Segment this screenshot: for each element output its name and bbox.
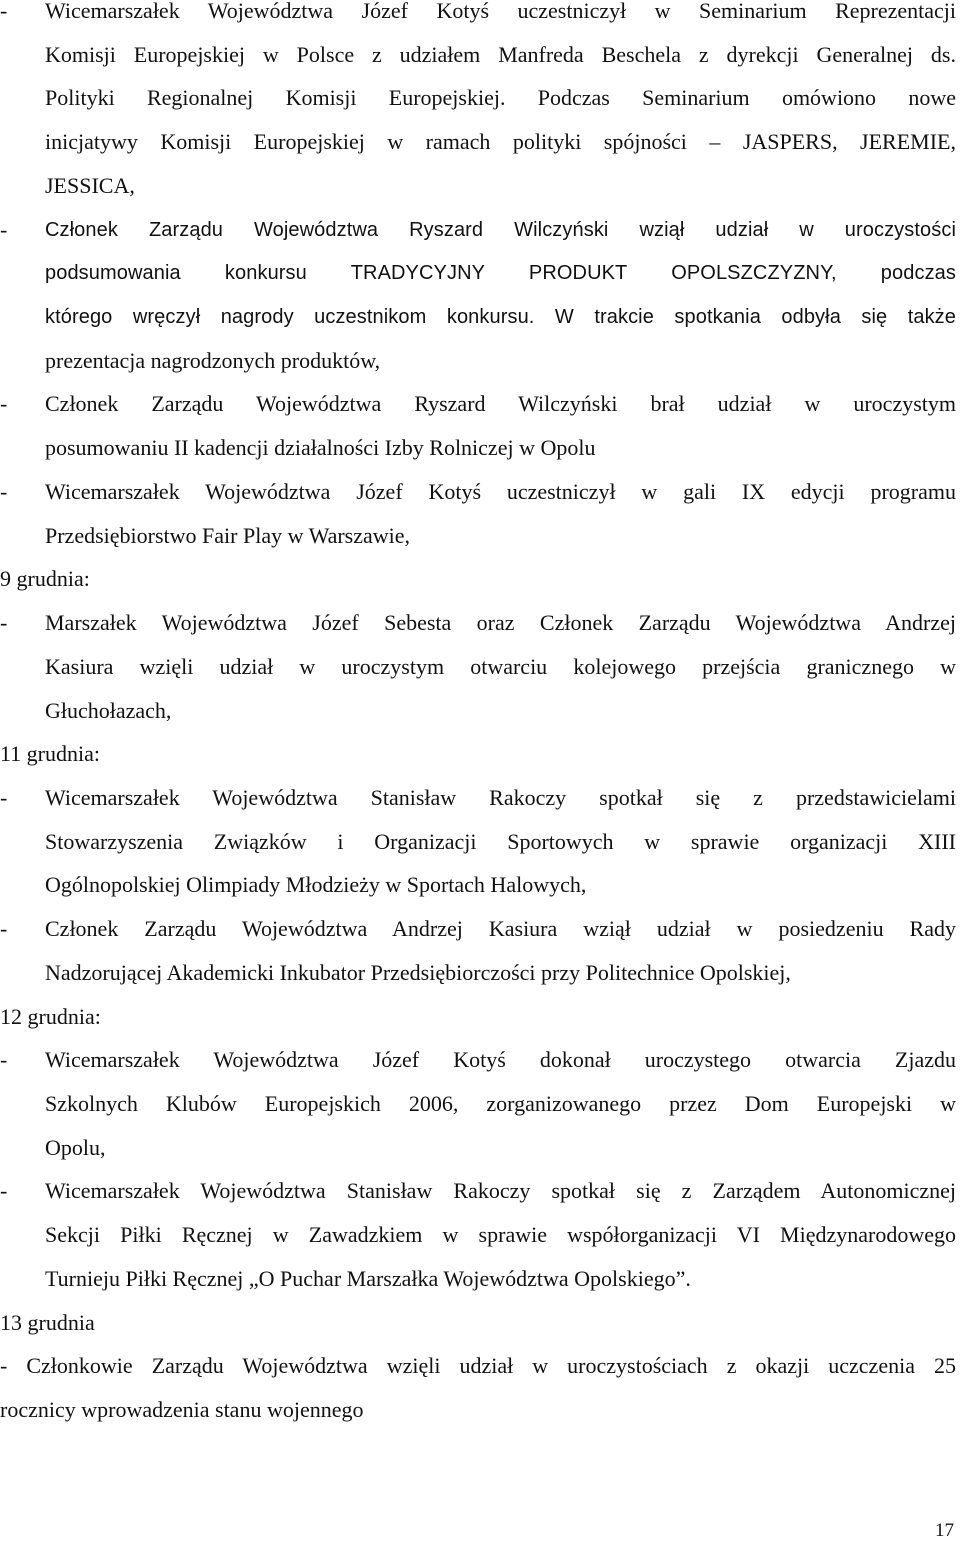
text-line: Wicemarszałek Województwa Stanisław Rakoczy spotkał się z przedstawicielami <box>45 784 956 810</box>
text-line: rocznicy wprowadzenia stanu wojennego <box>0 1397 364 1423</box>
text-line: Członek Zarządu Województwa Ryszard Wilczyński brał udział w uroczystym <box>45 391 956 417</box>
list-dash: - <box>0 916 8 942</box>
text-line: Polityki Regionalnej Komisji Europejskiej. Podczas Seminarium omówiono nowe <box>45 85 956 111</box>
text-line: Wicemarszałek Województwa Józef Kotyś dokonał uroczystego otwarcia Zjazdu <box>45 1047 956 1073</box>
text-line: prezentacja nagrodzonych produktów, <box>45 347 381 373</box>
text-line: Członek Zarządu Województwa Ryszard Wilczyński wziął udział w uroczystości <box>45 218 956 241</box>
text-line: którego wręczył nagrody uczestnikom konkursu. W trakcie spotkania odbyła się także <box>45 306 956 329</box>
text-line: Kasiura wzięli udział w uroczystym otwarciu kolejowego przejścia granicznego w <box>45 653 956 679</box>
page-number: 17 <box>935 1520 954 1541</box>
list-dash: - <box>0 784 8 810</box>
text-line: Wicemarszałek Województwa Stanisław Rakoczy spotkał się z Zarządem Autonomicznej <box>45 1178 956 1204</box>
text-line: podsumowania konkursu TRADYCYJNY PRODUKT OPOLSZCZYZNY, podczas <box>45 262 956 285</box>
text-line: 12 grudnia: <box>0 1003 101 1029</box>
text-line: 9 grudnia: <box>0 566 90 592</box>
list-dash: - <box>0 478 8 504</box>
list-dash: - <box>0 610 8 636</box>
text-line: Ogólnopolskiej Olimpiady Młodzieży w Sportach Halowych, <box>45 872 587 898</box>
list-dash: - <box>0 0 8 23</box>
list-dash: - <box>0 391 8 417</box>
text-line: Wicemarszałek Województwa Józef Kotyś uczestniczył w Seminarium Reprezentacji <box>45 0 956 23</box>
text-line: inicjatywy Komisji Europejskiej w ramach polityki spójności – JASPERS, JEREMIE, <box>45 129 956 155</box>
text-line: 11 grudnia: <box>0 741 100 767</box>
text-line: Głuchołazach, <box>45 697 172 723</box>
text-line: Członek Zarządu Województwa Andrzej Kasiura wziął udział w posiedzeniu Rady <box>45 916 956 942</box>
text-line: Sekcji Piłki Ręcznej w Zawadzkiem w sprawie współorganizacji VI Międzynarodowego <box>45 1222 956 1248</box>
text-line: Nadzorującej Akademicki Inkubator Przedsiębiorczości przy Politechnice Opolskiej, <box>45 959 791 985</box>
list-dash: - <box>0 216 8 242</box>
text-line: Komisji Europejskiej w Polsce z udziałem Manfreda Beschela z dyrekcji Generalnej ds. <box>45 41 956 67</box>
list-dash: - <box>0 1047 8 1073</box>
text-line: Opolu, <box>45 1134 106 1160</box>
text-line: Wicemarszałek Województwa Józef Kotyś uczestniczył w gali IX edycji programu <box>45 478 956 504</box>
text-line: Przedsiębiorstwo Fair Play w Warszawie, <box>45 522 411 548</box>
list-dash: - <box>0 1178 8 1204</box>
text-line: posumowaniu II kadencji działalności Izby Rolniczej w Opolu <box>45 435 596 461</box>
text-line: Stowarzyszenia Związków i Organizacji Sportowych w sprawie organizacji XIII <box>45 828 956 854</box>
text-line: JESSICA, <box>45 172 135 198</box>
text-line: Marszałek Województwa Józef Sebesta oraz Członek Zarządu Województwa Andrzej <box>45 610 956 636</box>
text-line: 13 grudnia <box>0 1309 95 1335</box>
text-line: Turnieju Piłki Ręcznej „O Puchar Marszałka Województwa Opolskiego”. <box>45 1265 691 1291</box>
text-line: - Członkowie Zarządu Województwa wzięli udział w uroczystościach z okazji uczczenia 25 <box>0 1353 956 1379</box>
text-line: Szkolnych Klubów Europejskich 2006, zorganizowanego przez Dom Europejski w <box>45 1091 956 1116</box>
